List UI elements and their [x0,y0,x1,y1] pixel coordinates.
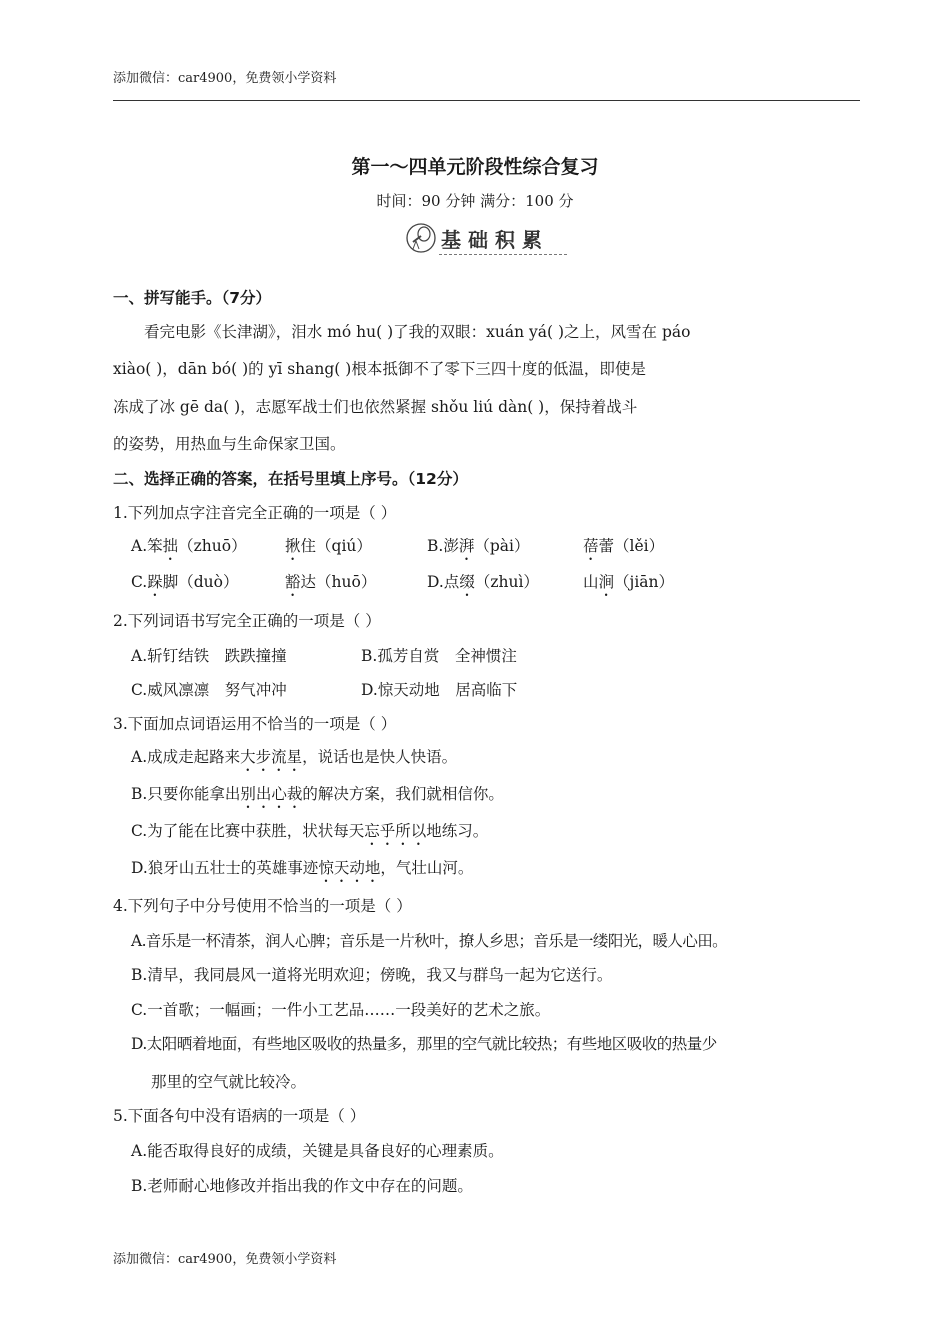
q1-option-c2: 豁达（huō） [285,573,377,591]
telescope-icon [405,222,437,254]
section-1-line: 的姿势，用热血与生命保家卫国。 [113,435,346,453]
q4-option-d-continued: 那里的空气就比较冷。 [151,1073,307,1091]
section-1-line: 冻成了冰 gē da( )，志愿军战士们也依然紧握 shǒu liú dàn( )，保持着战斗 [113,398,638,416]
question-1-stem: 1.下列加点字注音完全正确的一项是（ ） [113,504,397,522]
q1-option-d2: 山涧（jiān） [583,573,675,591]
header-note: 添加微信：car4900，免费领小学资料 [113,71,337,86]
badge-underline [439,254,567,255]
question-5-stem: 5.下面各句中没有语病的一项是（ ） [113,1107,366,1125]
page-title: 第一～四单元阶段性综合复习 [351,156,599,178]
question-3-stem: 3.下面加点词语运用不恰当的一项是（ ） [113,715,397,733]
footer-note: 添加微信：car4900，免费领小学资料 [113,1252,337,1267]
q3-option-b: B.只要你能拿出别出心裁的解决方案，我们就相信你。 [131,785,504,803]
q3-option-d: D.狼牙山五壮士的英雄事迹惊天动地，气壮山河。 [131,859,474,877]
section-2-heading: 二、选择正确的答案，在括号里填上序号。（12分） [113,470,468,488]
q2-option-a: A.斩钉结铁 跌跌撞撞 [131,647,287,665]
q3-option-a: A.成成走起路来大步流星，说话也是快人快语。 [131,748,458,766]
q2-option-b: B.孤芳自赏 全神惯注 [361,647,517,665]
q1-option-b2: 蓓蕾（lěi） [583,537,665,555]
question-2-stem: 2.下列词语书写完全正确的一项是（ ） [113,612,381,630]
q4-option-b: B.清早，我同晨风一道将光明欢迎；傍晚，我又与群鸟一起为它送行。 [131,966,613,984]
q4-option-a: A.音乐是一杯清茶，润人心脾；音乐是一片秋叶，撩人乡思；音乐是一缕阳光，暖人心田。 [131,932,728,950]
q1-option-b1: B.澎湃（pài） [427,537,530,555]
section-1-line: 看完电影《长津湖》，泪水 mó hu( )了我的双眼：xuán yá( )之上，风雪在 páo [113,323,691,341]
q2-option-c: C.威风凛凛 努气冲冲 [131,681,287,699]
section-1-heading: 一、拼写能手。（7分） [113,289,272,307]
question-4-stem: 4.下列句子中分号使用不恰当的一项是（ ） [113,897,412,915]
q4-option-d: D.太阳晒着地面，有些地区吸收的热量多，那里的空气就比较热；有些地区吸收的热量少 [131,1035,717,1053]
header-rule [113,100,860,101]
q5-option-b: B.老师耐心地修改并指出我的作文中存在的问题。 [131,1177,473,1195]
q1-option-a2: 揪住（qiú） [285,537,372,555]
q5-option-a: A.能否取得良好的成绩，关键是具备良好的心理素质。 [131,1142,504,1160]
q1-option-a1: A.笨拙（zhuō） [131,537,247,555]
q1-option-c1: C.跺脚（duò） [131,573,239,591]
q1-option-d1: D.点缀（zhuì） [427,573,539,591]
badge-label: 基础积累 [441,228,549,252]
q4-option-c: C.一首歌；一幅画；一件小工艺品……一段美好的艺术之旅。 [131,1001,551,1019]
section-1-line: xiào( )，dān bó( )的 yī shang( )根本抵御不了零下三四十度的低温，即使是 [113,360,646,378]
q2-option-d: D.惊天动地 居高临下 [361,681,518,699]
exam-info: 时间：90 分钟 满分：100 分 [376,192,574,210]
q3-option-c: C.为了能在比赛中获胜，状状每天忘乎所以地练习。 [131,822,489,840]
